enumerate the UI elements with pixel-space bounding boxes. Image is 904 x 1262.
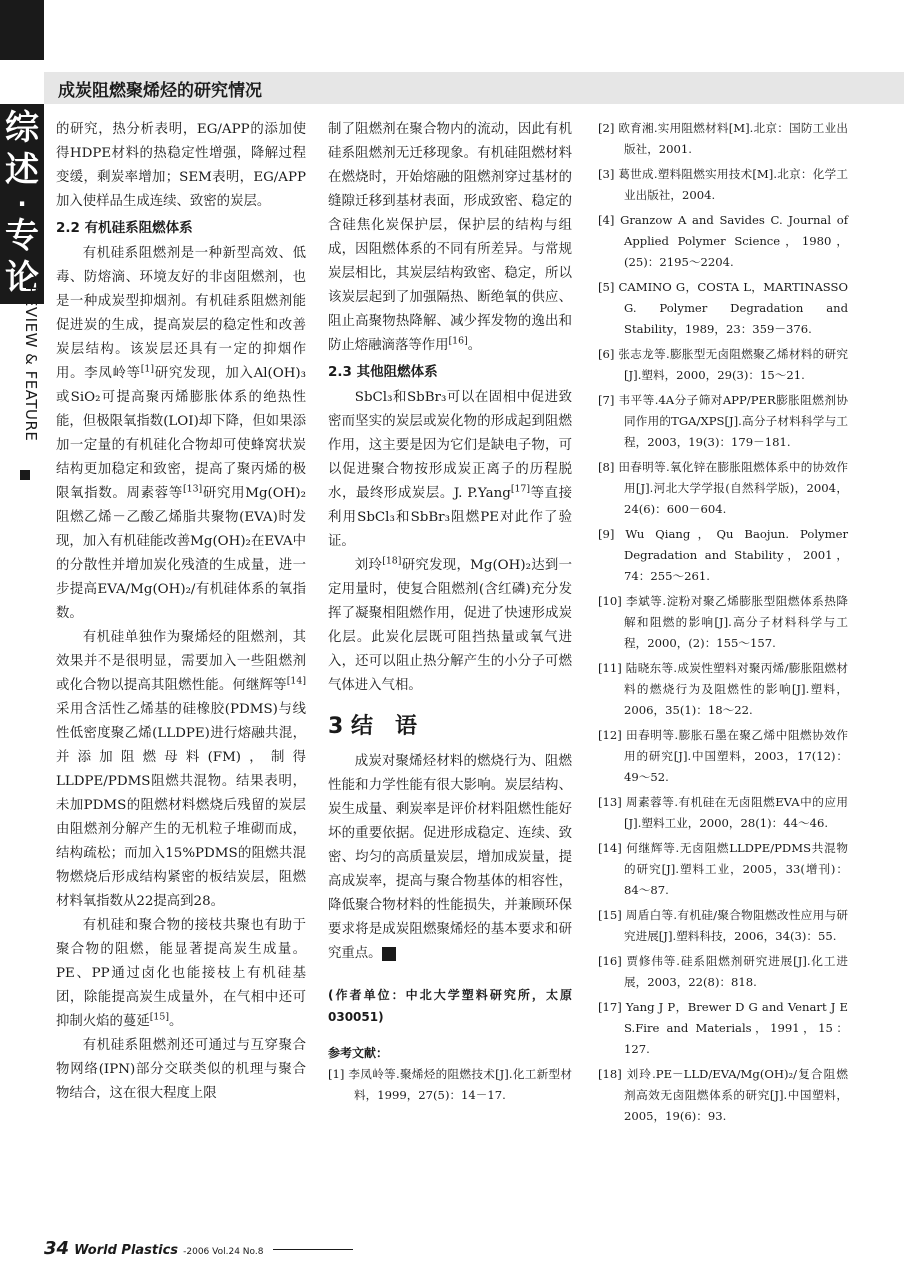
article-header [44,72,904,104]
sidebar-review-label: REVIEW & FEATURE [22,286,40,442]
citation: [18] [382,555,402,567]
section-heading-2-3: 2.3 其他阻燃体系 [328,364,438,380]
reference-item: [13] 周素蓉等.有机硅在无卤阻燃EVA中的应用[J].塑料工业，2000，28(1)：44～46. [598,795,848,830]
citation: [13] [182,483,203,495]
sidebar-title-block [0,104,44,304]
reference-item: [12] 田春明等.膨胀石墨在聚乙烯中阻燃协效作用的研究[J].中国塑料，2003，17(12)：49～52. [598,728,848,784]
paragraph: 制了阻燃剂在聚合物内的流动，因此有机硅系阻燃剂无迁移现象。有机硅阻燃材料在燃烧时，开始熔融的阻燃剂穿过基材的缝隙迁移到基材表面，形成致密、稳定的含硅焦化炭保护层，保护层的结构与组成，因阻燃体系的不同有所差异。与常规炭层相比，其炭层结构致密、稳定，所以该炭层起到了加强隔热、断绝氧的供应、阻止高聚物热降解、减少挥发物的逸出和防止熔融滴落等作用[16]。 [328,122,572,353]
end-mark-icon: 田 [382,947,396,961]
sidebar-char: 专 [5,216,39,256]
reference-item: [11] 陆晓东等.成炭性塑料对聚丙烯/膨胀阻燃材料的燃烧行为及阻燃性的影响[J].塑料，2006，35(1)：18～22. [598,661,848,717]
reference-item: [7] 韦平等.4A分子筛对APP/PER膨胀阻燃剂协同作用的TGA/XPS[J].高分子材料科学与工程，2003，19(3)：179－181. [598,393,848,449]
reference-item: [9] Wu Qiang，Qu Baojun. Polymer Degradation and Stability，2001，74：255～261. [598,527,848,583]
paragraph: 有机硅和聚合物的接枝共聚也有助于聚合物的阻燃，能显著提高炭生成量。PE、PP通过卤化也能接枝上有机硅基团，除能提高炭生成量外，在气相中还可抑制火焰的蔓延[15]。 [56,918,306,1029]
reference-item: [5] CAMINO G，COSTA L，MARTINASSO G. Polymer Degradation and Stability，1989，23：359－376. [598,280,848,336]
references-heading: 参考文献： [328,1046,389,1060]
sidebar-char: 述 [5,150,39,190]
section-heading-2-2: 2.2 有机硅系阻燃体系 [56,220,193,236]
reference-item: [2] 欧育湘.实用阻燃材料[M].北京：国防工业出版社，2001. [598,121,848,156]
sidebar-char: 综 [5,108,39,148]
citation: [16] [448,335,468,347]
reference-item: [16] 贾修伟等.硅系阻燃剂研究进展[J].化工进展，2003，22(8)：818. [598,954,848,989]
sidebar-char: · [17,190,27,218]
reference-item: [1] 李凤岭等.聚烯烃的阻燃技术[J].化工新型材料，1999，27(5)：14－17. [328,1067,572,1102]
column-1 [56,118,306,1106]
reference-item: [10] 李斌等.淀粉对聚乙烯膨胀型阻燃体系热降解和阻燃的影响[J].高分子材料科学与工程，2000，(2)：155～157. [598,594,848,650]
paragraph: 刘玲[18]研究发现，Mg(OH)₂达到一定用量时，使复合阻燃剂(含红磷)充分发挥了凝聚相阻燃作用，促进了快速形成炭化层。此炭化层既可阻挡热量或氧气进入，还可以阻止热分解产生的小分子可燃气体进入气相。 [328,555,573,693]
paragraph: 有机硅系阻燃剂是一种新型高效、低毒、防熔滴、环境友好的非卤阻燃剂，也是一种成炭型抑烟剂。有机硅系阻燃剂能促进炭的生成，提高炭层的稳定性和改善炭层结构。该炭层还具有一定的抑烟作用。李凤岭等[1]研究发现，加入Al(OH)₃或SiO₂可提高聚丙烯膨胀体系的绝热性能，但极限氧指数(LOI)却下降，但如果添加一定量的有机硅化合物却可使蜂窝状炭结构更加稳定和致密，提高了聚丙烯的极限氧指数。周素蓉等[13]研究用Mg(OH)₂阻燃乙烯－乙酸乙烯脂共聚物(EVA)时发现，加入有机硅能改善Mg(OH)₂在EVA中的分散性并增加炭化残渣的生成量，进一步提高EVA/Mg(OH)₂/有机硅体系的氧指数。 [56,246,306,621]
citation: [17] [510,483,531,495]
sidebar-square-icon [20,470,30,480]
article-title: 成炭阻燃聚烯烃的研究情况 [58,81,262,101]
paragraph: 有机硅单独作为聚烯烃的阻燃剂，其效果并不是很明显，需要加入一些阻燃剂或化合物以提高其阻燃性能。何继辉等[14]采用含活性乙烯基的硅橡胶(PDMS)与线性低密度聚乙烯(LLDPE)进行熔融共混，并添加阻燃母料(FM)，制得LLDPE/PDMS阻燃共混物。结果表明，未加PDMS的阻燃材料燃烧后残留的炭层由阻燃剂分解产生的无机粒子堆砌而成，结构疏松；而加入15%PDMS的阻燃共混物燃烧后形成结构紧密的板结炭层，阻燃材料氧指数从22提高到28。 [56,630,306,909]
author-affiliation: (作者单位：中北大学塑料研究所，太原 030051) [328,988,572,1024]
paragraph: 成炭对聚烯烃材料的燃烧行为、阻燃性能和力学性能有很大影响。炭层结构、炭生成量、剩炭率是评价材料阻燃性能好坏的重要依据。促进形成稳定、连续、致密、均匀的高质量炭层，增加成炭量，提高成炭率，提高与聚合物基体的相容性，降低聚合物材料的性能损失，并兼顾环保要求将是成炭阻燃聚烯烃的基本要求和研究重点。 田 [328,754,572,961]
reference-item: [4] Granzow A and Savides C. Journal of Applied Polymer Science，1980，(25)：2195～2204. [598,213,848,269]
footer-rule [273,1249,353,1250]
citation: [14] [286,675,306,687]
sidebar-top-block [0,0,44,60]
reference-item: [15] 周盾白等.有机硅/聚合物阻燃改性应用与研究进展[J].塑料科技，2006，34(3)：55. [598,908,848,943]
citation: [1] [140,363,154,375]
column-3-references [598,118,848,1131]
reference-item: [14] 何继辉等.无卤阻燃LLDPE/PDMS共混物的研究[J].塑料工业，2005，33(增刊)：84～87. [598,841,848,897]
section-heading-3: 3 结 语 [328,714,417,739]
reference-item: [6] 张志龙等.膨胀型无卤阻燃聚乙烯材料的研究[J].塑料，2000，29(3)：15～21. [598,347,848,382]
journal-name: World Plastics [74,1243,179,1258]
citation: [15] [149,1011,169,1023]
reference-item: [17] Yang J P，Brewer D G and Venart J E S.Fire and Materials，1991，15：127. [598,1000,848,1056]
paragraph: 有机硅系阻燃剂还可通过与互穿聚合物网络(IPN)部分交联类似的机理与聚合物结合，这在很大程度上限 [56,1038,306,1101]
paragraph: SbCl₃和SbBr₃可以在固相中促进致密而坚实的炭层或炭化物的形成起到阻燃作用，这主要是因为它们是缺电子物，可以促进聚合物按形成炭正离子的历程脱水，最终形成炭层。J. P.Yang[17]等直接利用SbCl₃和SbBr₃阻燃PE对此作了验证。 [328,390,573,549]
journal-volume: -2006 Vol.24 No.8 [183,1247,264,1257]
page-footer [44,1238,444,1260]
section-sidebar [0,0,44,1262]
reference-item: [8] 田春明等.氧化锌在膨胀阻燃体系中的协效作用[J].河北大学学报(自然科学版)，2004，24(6)：600－604. [598,460,848,516]
reference-item: [3] 葛世成.塑料阻燃实用技术[M].北京：化学工业出版社，2004. [598,167,848,202]
column-2 [328,118,572,1110]
reference-item: [18] 刘玲.PE－LLD/EVA/Mg(OH)₂/复合阻燃剂高效无卤阻燃体系的研究[J].中国塑料，2005，19(6)：93. [598,1067,848,1123]
paragraph: 的研究，热分析表明，EG/APP的添加使得HDPE材料的热稳定性增强，降解过程变缓，剩炭率增加；SEM表明，EG/APP加入使样品生成连续、致密的炭层。 [56,122,306,209]
sidebar-char: 论 [5,258,39,298]
page-number: 34 [44,1238,70,1259]
